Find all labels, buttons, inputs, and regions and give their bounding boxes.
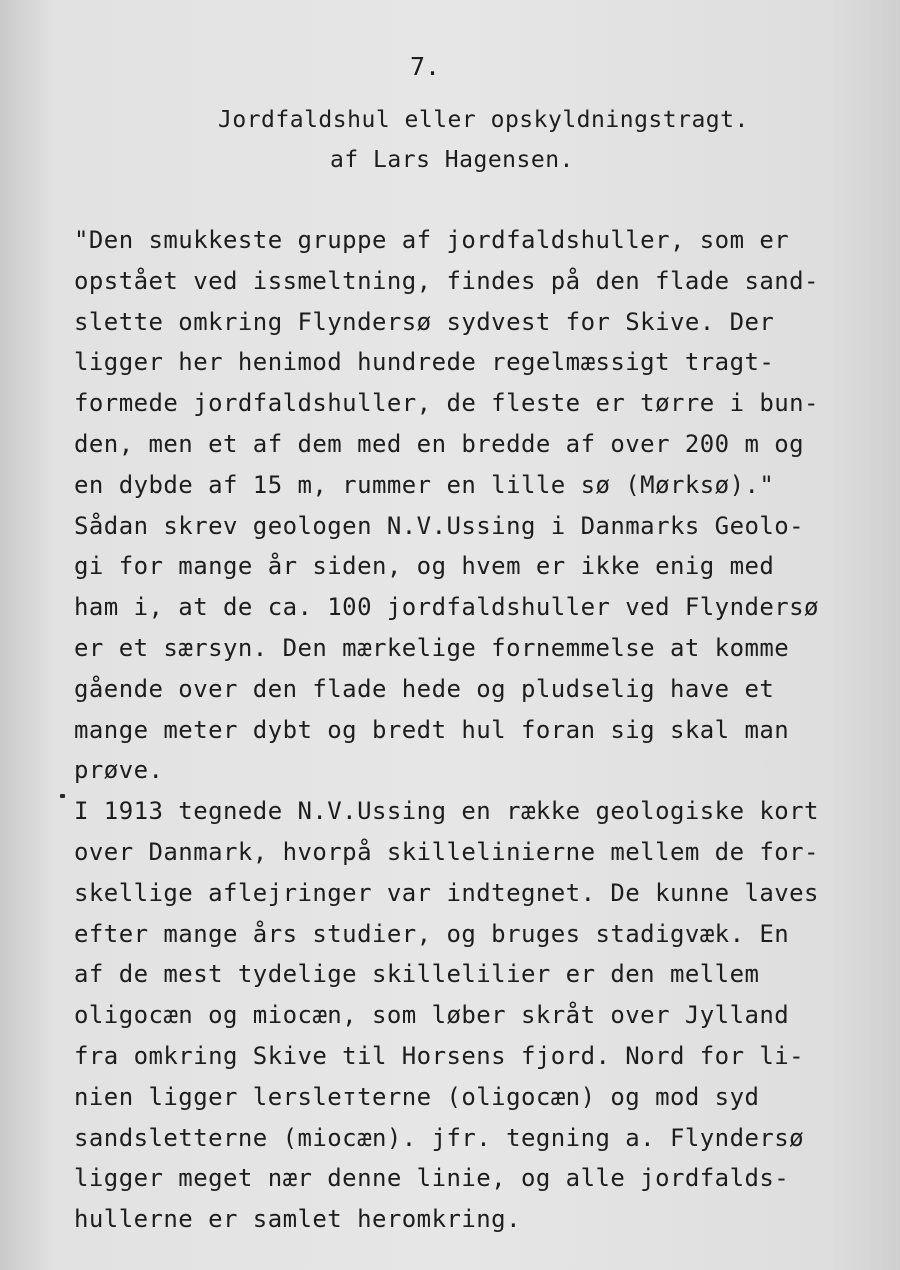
page-number: 7. [410,52,441,81]
text-line: ham i, at de ca. 100 jordfaldshuller ved Flyndersø [74,593,819,622]
text-line: formede jordfaldshuller, de fleste er tørre i bun- [74,389,819,418]
text-line: slette omkring Flyndersø sydvest for Skive. Der [74,307,775,336]
text-line: af de mest tydelige skillelilier er den mellem [74,960,760,989]
text-line: prøve. [74,756,164,785]
text-line: ligger meget nær denne linie, og alle jordfalds- [74,1164,790,1193]
text-line: gående over den flade hede og pludselig have et [74,674,775,703]
text-line: oligocæn og miocæn, som løber skråt over Jylland [74,1001,790,1030]
text-line: I 1913 tegnede N.V.Ussing en række geologiske kort [74,797,819,826]
text-line: fra omkring Skive til Horsens fjord. Nord for li- [74,1041,805,1070]
text-line: nien ligger lerslетterne (oligocæn) og mod syd [74,1082,760,1111]
text-line: ligger her henimod hundrede regelmæssigt tragt- [74,348,775,377]
author-byline: af Lars Hagensen. [330,147,574,173]
text-line: hullerne er samlet heromkring. [74,1205,521,1234]
text-line: efter mange års studier, og bruges stadigvæk. En [74,919,790,948]
body-text [74,220,894,1240]
text-line: opstået ved issmeltning, findes på den flade sand- [74,266,819,295]
text-line: en dybde af 15 m, rummer en lille sø (Mørksø)." [74,470,775,499]
text-line: den, men et af dem med en bredde af over 200 m og [74,429,805,458]
text-line: skellige aflejringer var indtegnet. De kunne laves [74,878,819,907]
text-line: gi for mange år siden, og hvem er ikke enig med [74,552,775,581]
text-line: over Danmark, hvorpå skillelinierne mellem de for- [74,837,819,866]
text-line: "Den smukkeste gruppe af jordfaldshuller, som er [74,226,790,254]
document-title: Jordfaldshul eller opskyldningstragt. [218,107,749,133]
text-line: Sådan skrev geologen N.V.Ussing i Danmarks Geolo- [74,511,805,540]
margin-mark [60,794,65,798]
text-line: mange meter dybt og bredt hul foran sig skal man [74,715,790,744]
text-line: er et særsyn. Den mærkelige fornemmelse at komme [74,633,790,662]
text-line: sandsletterne (miocæn). jfr. tegning a. Flyndersø [74,1123,805,1152]
